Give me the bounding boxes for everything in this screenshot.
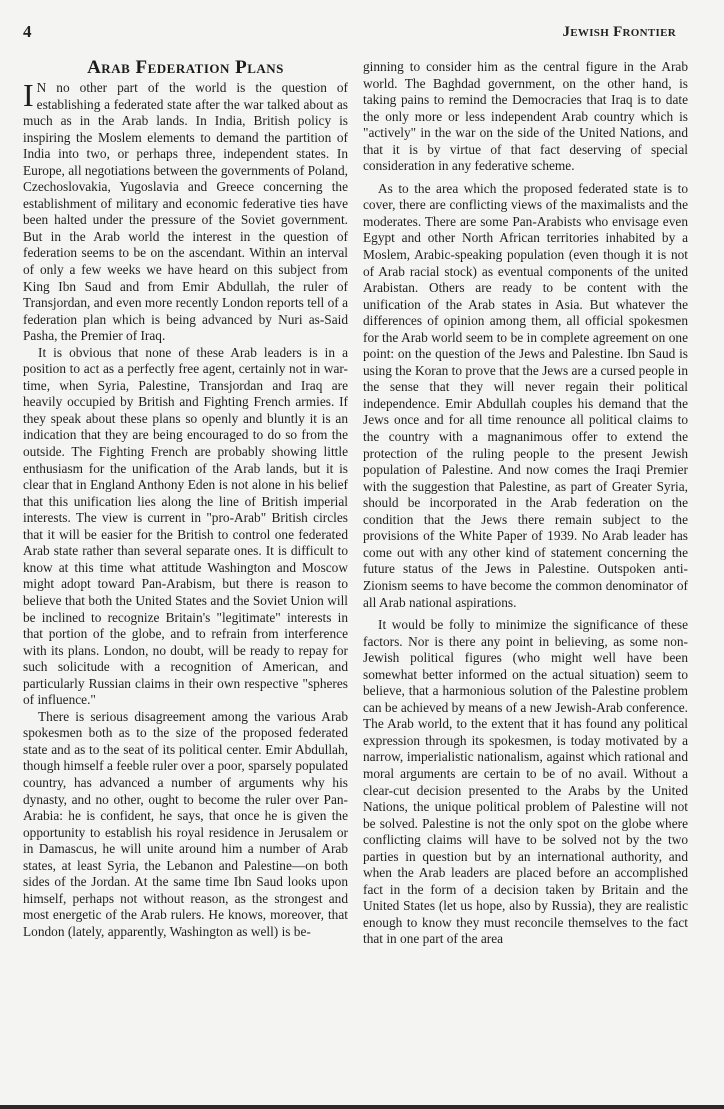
paragraph-2: It is obvious that none of these Arab leaders is in a position to act as a perfectly free agent, certainly not in war-time, when Syria, Palestine, Transjordan and Iraq are heavily occupied by British and Fighting French armies. If they speak about these plans so openly and bluntly it is an indication that they are being encouraged to do so from the outside. The Fighting French are probably showing little enthusiasm for the unification of the Arab lands, but it is clear that in England Anthony Eden is not alone in his belief that this unification lies along the line of British imperial interests. The view is current in "pro-Arab" British circles that it will be easier for the British to control one federated Arab state rather than several separate ones. It is difficult to know at this time what attitude Washington and Moscow might adopt toward Pan-Arabism, but there is reason to believe that both the United States and the Soviet Union will be inclined to recognize Britain's "legitimate" interests in that portion of the globe, and to refrain from interference with its plans. London, no doubt, will be ready to repay for such solicitude with a recognition of American, and particularly Russian claims in their own respective "spheres of influence." — [23, 344, 348, 708]
running-head-publication-title: Jewish Frontier — [562, 24, 676, 40]
left-column — [23, 56, 348, 940]
paragraph-1 — [23, 77, 348, 345]
right-column — [363, 59, 688, 948]
dropcap-letter: I — [23, 77, 34, 113]
paragraph-1-text: no other part of the world is the question of establishing a federated state after the war talked about as much as in the Arab lands. In India, British policy is inspiring the Moslem elements to demand the partition of India into two, or perhaps three, independent states. In Europe, all negotiations between the governments of Poland, Czechoslovakia, Yugoslavia and Greece concerning the establishment of military and economic federative ties have been halted under the pressure of the Soviet government. But in the Arab world the interest in the question of federation seems to be on the ascendant. Within an interval of only a few weeks we have heard on this subject from King Ibn Saud and from Emir Abdullah, the ruler of Transjordan, and even more recently London reports tell of a federation plan which is being advanced by Nuri as-Said Pasha, the Premier of Iraq. — [23, 80, 348, 344]
paragraph-3: There is serious disagreement among the various Arab spokesmen both as to the size of the proposed federated state and as to the seat of its political center. Emir Abdullah, though himself a feeble ruler over a poor, sparsely populated country, has advanced a number of arguments why his dynasty, and no other, ought to become the ruler over Pan-Arabia: he is confident, he says, that once he is given the opportunity to establish his royal residence in Jerusalem or in Damascus, he will unite around him a number of Arab states, at least Syria, the Lebanon and Palestine—on both sides of the Jordan. At the same time Ibn Saud looks upon himself, perhaps not without reason, as the strongest and most energetic of the Arab rulers. He knows, moreover, that London (lately, apparently, Washington as well) is be- — [23, 708, 348, 939]
page-number: 4 — [23, 22, 32, 41]
dropcap-rest: N — [36, 80, 47, 95]
paragraph-4: As to the area which the proposed federated state is to cover, there are conflicting views of the maximalists and the moderates. There are some Pan-Arabists who envisage even Egypt and other North African territories inhabited by a Moslem, Arabic-speaking population (even though it is not of Arab racial stock) as eventual components of the united Arabistan. Others are ready to be content with the unification of the Arab states in Asia. But whatever the differences of opinion among them, all official spokesmen for the Arab world seem to be in complete agreement on one point: on the question of the Jews and Palestine. Ibn Saud is using the Koran to prove that the Jews are a cursed people in the sense that they will never regain their political independence. Emir Abdullah couples his demand that the Jews once and for all time renounce all political claims to the country with a magnanimous offer to extend the protection of the ruling people to the present Jewish population of Palestine. And now comes the Iraqi Premier with the suggestion that Palestine, as part of Greater Syria, should be incorporated in the Arab federation on the condition that the Jews there remain subject to the provisions of the White Paper of 1939. No Arab leader has come out with any other kind of statement concerning the future status of the Jews in Palestine. Outspoken anti-Zionism seems to have become the common denominator of all Arab national aspirations. — [363, 180, 688, 610]
paragraph-3-continued: ginning to consider him as the central figure in the Arab world. The Baghdad government, on the other hand, is taking pains to remind the Democracies that Iraq is to date the only more or less independent Arab country which is "actively" in the war on the side of the United Nations, and that it is by virtue of that fact deserving of special consideration in any federative scheme. — [363, 59, 688, 174]
paragraph-5: It would be folly to minimize the significance of these factors. Nor is there any point in believing, as some non-Jewish political figures (who might well have been somewhat better informed on the actual situation) seem to believe, that a harmonious solution of the Palestine problem can be achieved by means of a new Jewish-Arab conference. The Arab world, to the extent that it has found any political expression through its spokesmen, is today motivated by a narrow, imperialistic nationalism, against which rational and moral arguments are certain to be of no avail. Without a clear-cut decision presented to the Arabs by the United Nations, the unique political problem of Palestine will not be solved. Palestine is not the only spot on the globe where conflicting claims will have to be solved not by the two parties in question but by an international authority, and when the Arab leaders are placed before an accomplished fact in the form of a decision taken by Britain and the United States (let us hope, also by Russia), they are realistic enough to know they must reconcile themselves to the fact that in one part of the area — [363, 617, 688, 947]
bottom-edge-bar — [0, 1105, 724, 1109]
article-title: Arab Federation Plans — [87, 57, 284, 78]
